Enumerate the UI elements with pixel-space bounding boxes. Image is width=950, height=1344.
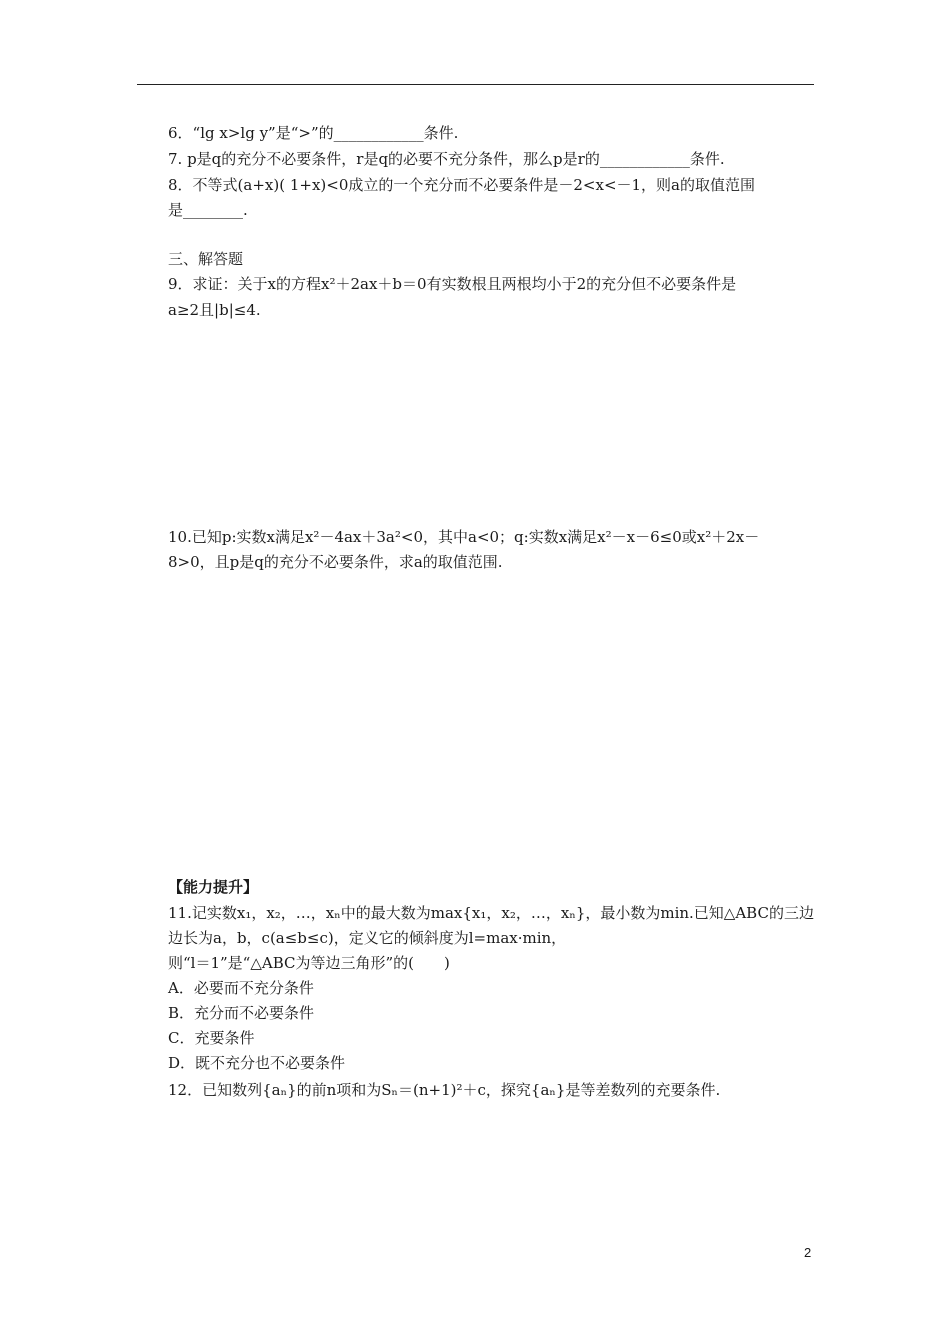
question-9-line-1: 9．求证：关于x的方程x²＋2ax＋b＝0有实数根且两根均小于2的充分但不必要条件是 [168, 275, 737, 293]
option-d: D．既不充分也不必要条件 [168, 1054, 346, 1072]
question-6: 6．“lg x>lg y”是“>”的____________条件. [168, 124, 459, 142]
ability-section-title: 【能力提升】 [168, 878, 259, 896]
question-11-line-1: 11.记实数x₁，x₂，…，xₙ中的最大数为max{x₁，x₂，…，xₙ}，最小数为min.已知△ABC的三边 [168, 904, 814, 922]
option-b: B．充分而不必要条件 [168, 1004, 315, 1022]
option-c: C．充要条件 [168, 1029, 255, 1047]
header-rule [137, 84, 814, 85]
option-a: A．必要而不充分条件 [168, 979, 314, 997]
page-number: 2 [804, 1245, 812, 1260]
question-10-line-2: 8>0，且p是q的充分不必要条件，求a的取值范围. [168, 553, 503, 571]
question-8-line-1: 8．不等式(a+x)( 1+x)<0成立的一个充分而不必要条件是－2<x<－1，则a的取值范围 [168, 176, 756, 194]
question-12: 12．已知数列{aₙ}的前n项和为Sₙ＝(n+1)²＋c，探究{aₙ}是等差数列的充要条件. [168, 1081, 721, 1099]
question-8-line-2: 是________. [168, 201, 248, 219]
question-7: 7. p是q的充分不必要条件，r是q的必要不充分条件，那么p是r的____________条件. [168, 150, 725, 168]
question-10-line-1: 10.已知p:实数x满足x²－4ax＋3a²<0，其中a<0；q:实数x满足x²－x－6≤0或x²＋2x－ [168, 528, 760, 546]
question-11-line-3: 则“l＝1”是“△ABC为等边三角形”的( ) [168, 954, 450, 972]
question-11-line-2: 边长为a，b，c(a≤b≤c)，定义它的倾斜度为l=max·min， [168, 929, 567, 947]
question-9-line-2: a≥2且|b|≤4. [168, 301, 261, 319]
section-3-title: 三、解答题 [168, 250, 244, 268]
